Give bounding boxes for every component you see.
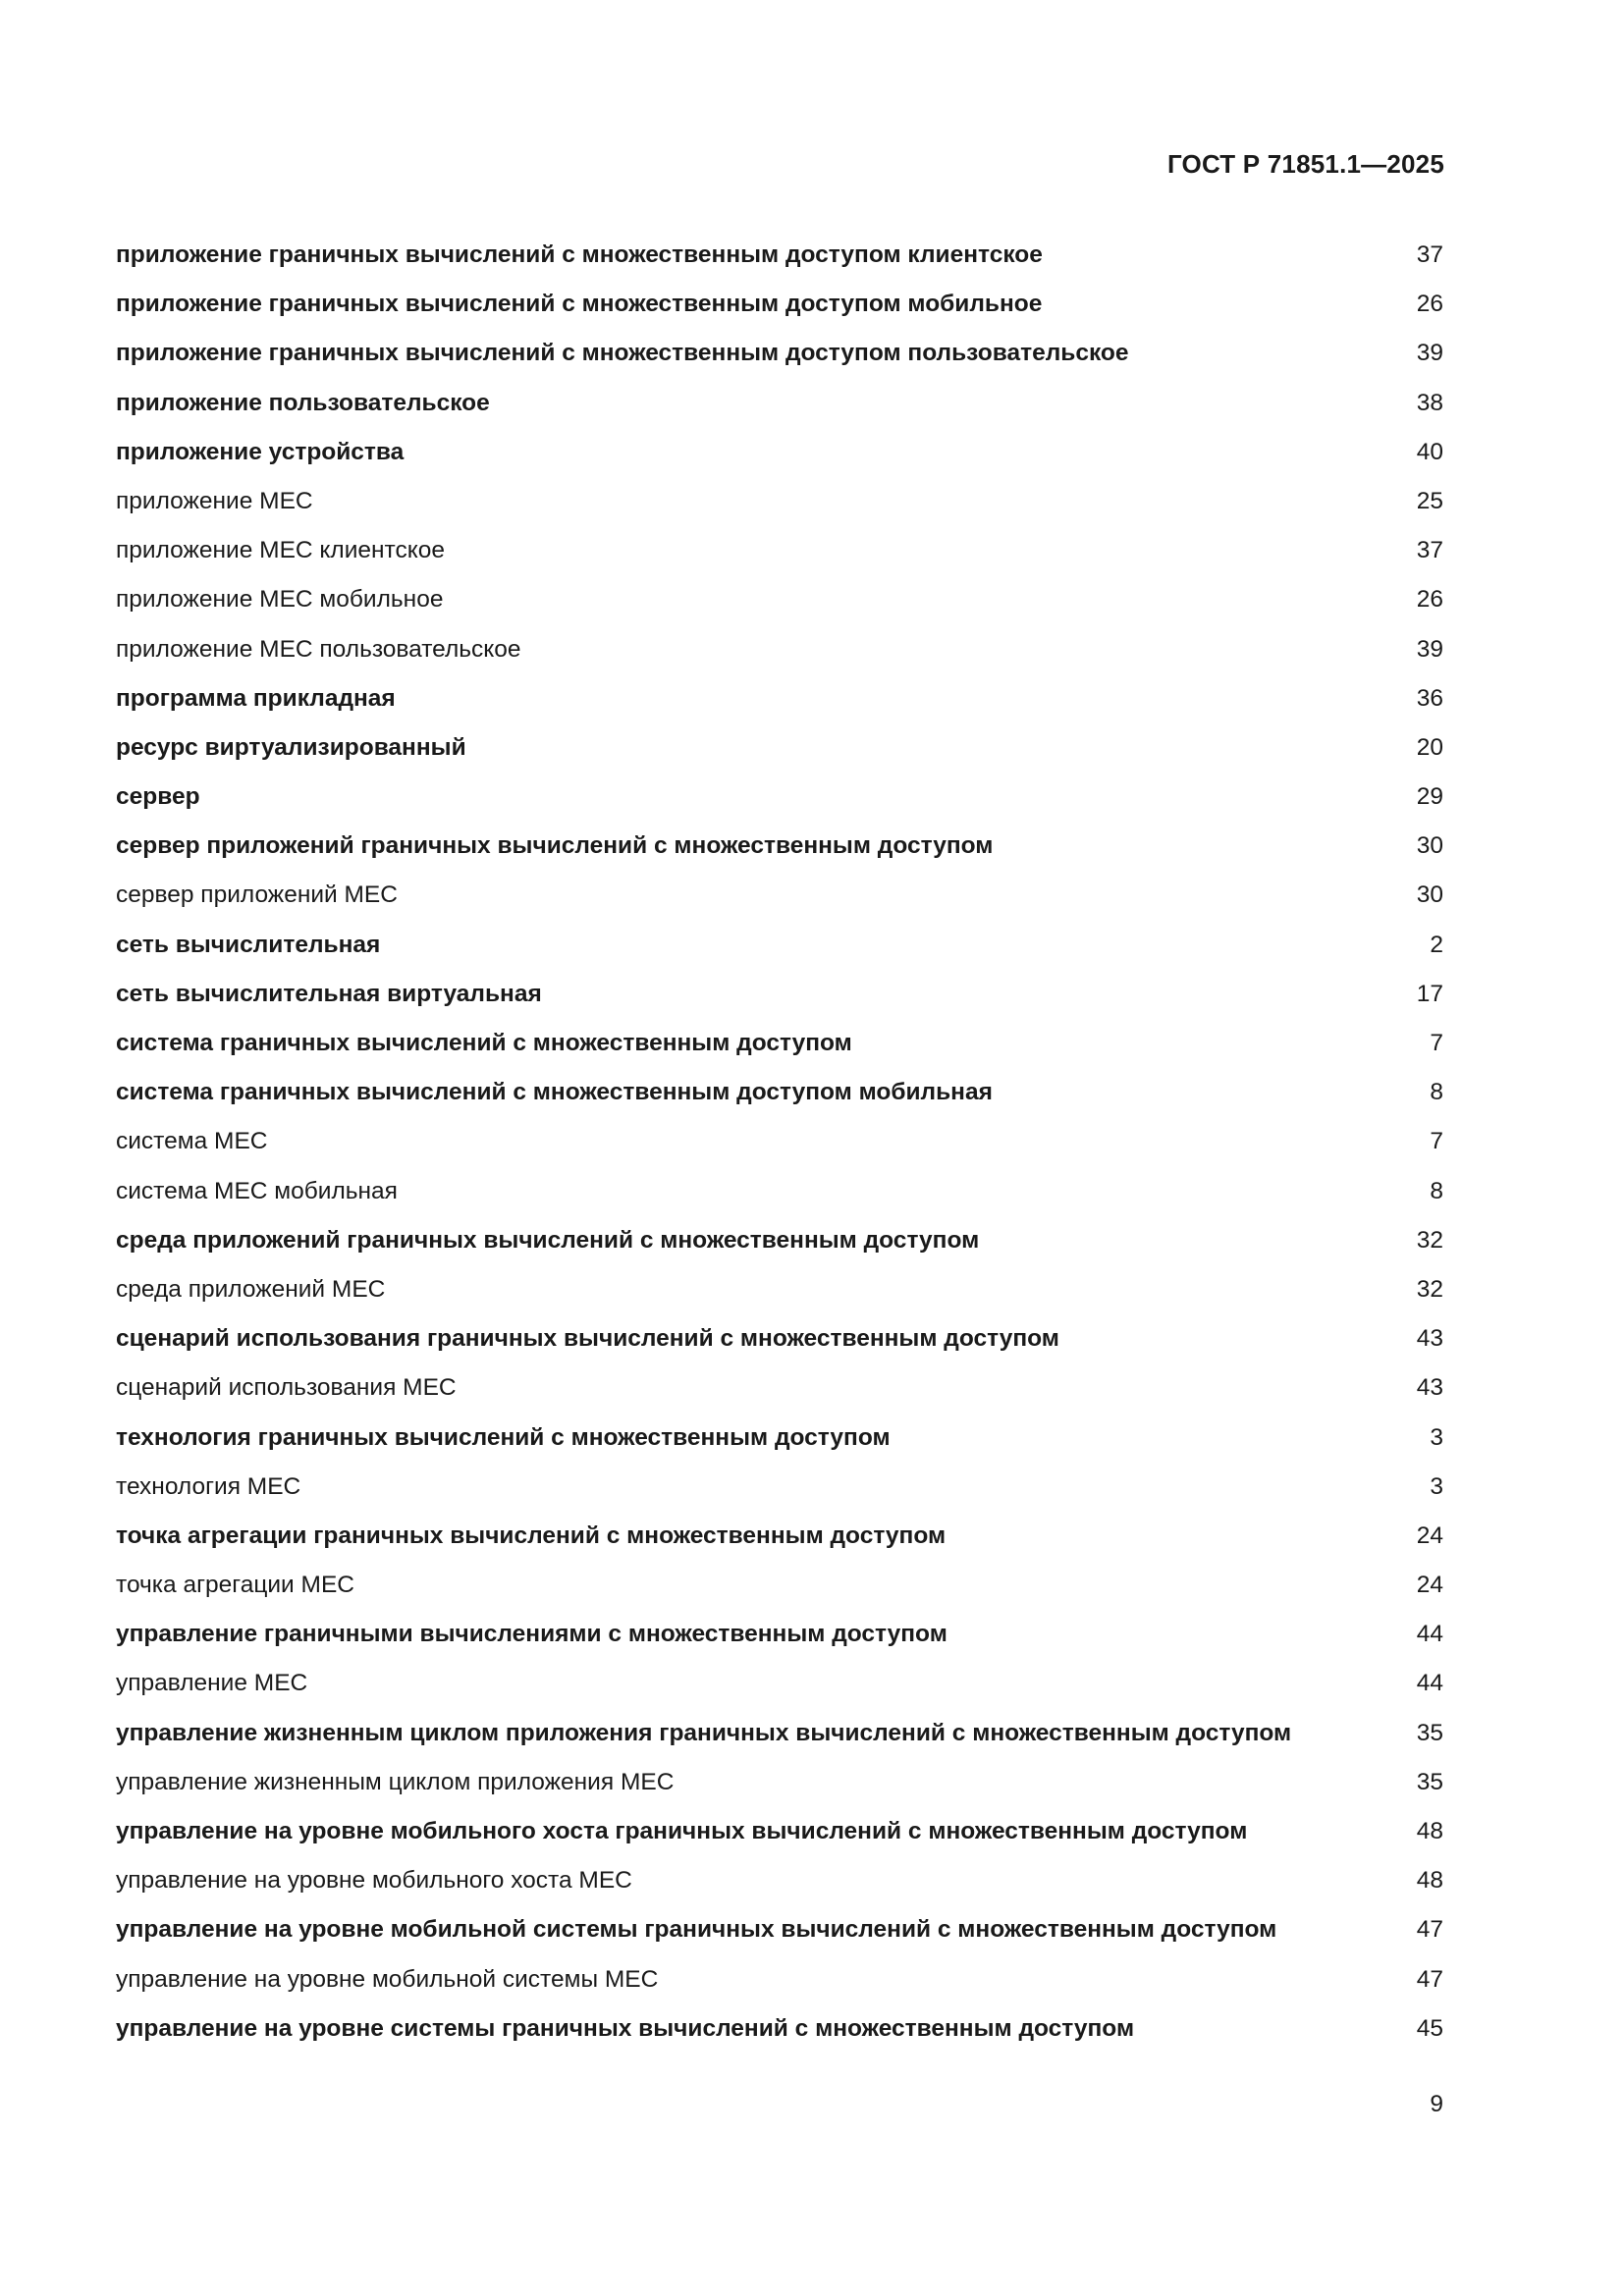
index-page-number: 7 (1430, 1030, 1443, 1056)
index-page-number: 3 (1430, 1472, 1443, 1500)
index-term: управление на уровне мобильной системы граничных вычислений с множественным доступом (116, 1916, 1277, 1944)
index-page-number: 44 (1416, 1670, 1443, 1697)
index-entry (116, 1226, 1443, 1275)
index-term: приложение граничных вычислений с множественным доступом пользовательское (116, 340, 1129, 367)
index-page-number: 38 (1416, 389, 1443, 416)
index-page-number: 48 (1416, 1867, 1443, 1895)
index-entry (116, 1472, 1443, 1522)
index-page-number: 44 (1416, 1621, 1443, 1648)
index-entry (116, 684, 1443, 733)
index-entry (116, 438, 1443, 487)
index-entry (116, 1965, 1443, 2014)
index-entry (116, 2014, 1443, 2063)
index-page-number: 17 (1416, 980, 1443, 1007)
index-page-number: 30 (1416, 832, 1443, 860)
index-page-number: 35 (1416, 1768, 1443, 1795)
index-entry (116, 1768, 1443, 1817)
index-page-number: 37 (1416, 537, 1443, 564)
document-standard-id: ГОСТ Р 71851.1—2025 (1166, 149, 1444, 179)
index-entry (116, 1078, 1443, 1127)
index-term: среда приложений МЕС (116, 1275, 386, 1303)
index-term: приложение МЕС мобильное (116, 586, 444, 614)
index-term: приложение МЕС (116, 487, 313, 514)
index-entry (116, 339, 1443, 388)
index-term: программа прикладная (116, 684, 396, 712)
index-entry (116, 1373, 1443, 1422)
index-term: точка агрегации граничных вычислений с множественным доступом (116, 1522, 947, 1549)
index-page-number: 26 (1416, 586, 1443, 614)
index-term: управление жизненным циклом приложения МЕС (116, 1768, 675, 1795)
index-entry (116, 733, 1443, 782)
index-page-number: 25 (1416, 487, 1443, 514)
index-entry (116, 1571, 1443, 1620)
index-term: приложение устройства (116, 438, 405, 465)
index-entry (116, 1817, 1443, 1866)
index-page-number: 8 (1430, 1079, 1443, 1106)
index-page-number: 24 (1416, 1572, 1443, 1599)
index-term: сценарий использования граничных вычислений с множественным доступом (116, 1325, 1059, 1353)
index-term: точка агрегации МЕС (116, 1572, 354, 1599)
index-term: приложение МЕС пользовательское (116, 635, 521, 663)
index-term: система МЕС мобильная (116, 1177, 398, 1204)
index-term: сеть вычислительная (116, 931, 381, 958)
index-page-number: 35 (1416, 1719, 1443, 1746)
index-page-number: 26 (1416, 291, 1443, 318)
index-term: система МЕС (116, 1128, 268, 1155)
index-entry (116, 931, 1443, 980)
index-entry (116, 782, 1443, 831)
index-entry (116, 831, 1443, 881)
index-page-number: 8 (1430, 1177, 1443, 1204)
index-page-number: 30 (1416, 881, 1443, 909)
index-entry (116, 389, 1443, 438)
index-entry (116, 1423, 1443, 1472)
index-page-number: 47 (1416, 1916, 1443, 1944)
index-entry (116, 536, 1443, 585)
index-page-number: 36 (1416, 684, 1443, 712)
index-term: сеть вычислительная виртуальная (116, 980, 542, 1007)
index-entry (116, 585, 1443, 634)
index-page-number: 32 (1416, 1226, 1443, 1254)
index-term: приложение МЕС клиентское (116, 537, 445, 564)
index-term: ресурс виртуализированный (116, 733, 466, 761)
index-entry (116, 290, 1443, 339)
index-page-number: 43 (1416, 1374, 1443, 1402)
index-term: сервер (116, 783, 200, 811)
index-term: управление МЕС (116, 1670, 308, 1697)
index-entry (116, 881, 1443, 930)
index-term: приложение граничных вычислений с множественным доступом клиентское (116, 241, 1043, 268)
index-term: управление граничными вычислениями с множественным доступом (116, 1621, 947, 1648)
index-term: управление на уровне мобильного хоста МЕС (116, 1867, 632, 1895)
index-page-number: 32 (1416, 1275, 1443, 1303)
index-entry (116, 1324, 1443, 1373)
index-term: управление на уровне мобильного хоста граничных вычислений с множественным доступом (116, 1818, 1248, 1844)
index-entry (116, 1275, 1443, 1324)
index-entry (116, 635, 1443, 684)
index-page-number: 39 (1416, 340, 1443, 367)
index-page-number: 24 (1416, 1522, 1443, 1549)
index-term: управление на уровне системы граничных вычислений с множественным доступом (116, 2014, 1135, 2042)
index-term: управление жизненным циклом приложения граничных вычислений с множественным доступом (116, 1719, 1292, 1746)
index-term: технология граничных вычислений с множественным доступом (116, 1423, 891, 1451)
page-number: 9 (1430, 2091, 1443, 2117)
index-entry (116, 240, 1443, 290)
index-page-number: 47 (1416, 1965, 1443, 1993)
index-entry (116, 1719, 1443, 1768)
index-term: технология МЕС (116, 1472, 301, 1500)
index-entry (116, 1669, 1443, 1718)
index-term: среда приложений граничных вычислений с множественным доступом (116, 1226, 980, 1254)
index-term: приложение пользовательское (116, 389, 490, 416)
index-entry (116, 1620, 1443, 1669)
index-term: управление на уровне мобильной системы МЕС (116, 1965, 659, 1993)
index-entry (116, 1029, 1443, 1078)
index-entry (116, 1127, 1443, 1176)
index-entry (116, 980, 1443, 1029)
index-term: сценарий использования МЕС (116, 1374, 457, 1402)
index-entry (116, 487, 1443, 536)
index-page-number: 43 (1416, 1325, 1443, 1353)
index-entry (116, 1177, 1443, 1226)
index-page-number: 48 (1416, 1818, 1443, 1844)
index-page-number: 2 (1430, 931, 1443, 958)
index-term: система граничных вычислений с множественным доступом (116, 1030, 852, 1056)
index-page-number: 39 (1416, 635, 1443, 663)
index-entry (116, 1866, 1443, 1915)
index-page-number: 20 (1416, 733, 1443, 761)
index-page-number: 3 (1430, 1423, 1443, 1451)
index-term: сервер приложений граничных вычислений с множественным доступом (116, 832, 994, 860)
index-page-number: 7 (1430, 1128, 1443, 1155)
index-entry (116, 1522, 1443, 1571)
index-term: сервер приложений МЕС (116, 881, 398, 909)
alphabetical-index-list (116, 240, 1443, 2063)
index-page-number: 37 (1416, 241, 1443, 268)
index-page-number: 45 (1416, 2014, 1443, 2042)
index-page-number: 40 (1416, 438, 1443, 465)
index-term: приложение граничных вычислений с множественным доступом мобильное (116, 291, 1043, 318)
index-entry (116, 1915, 1443, 1964)
index-term: система граничных вычислений с множественным доступом мобильная (116, 1079, 993, 1106)
index-page-number: 29 (1416, 783, 1443, 811)
